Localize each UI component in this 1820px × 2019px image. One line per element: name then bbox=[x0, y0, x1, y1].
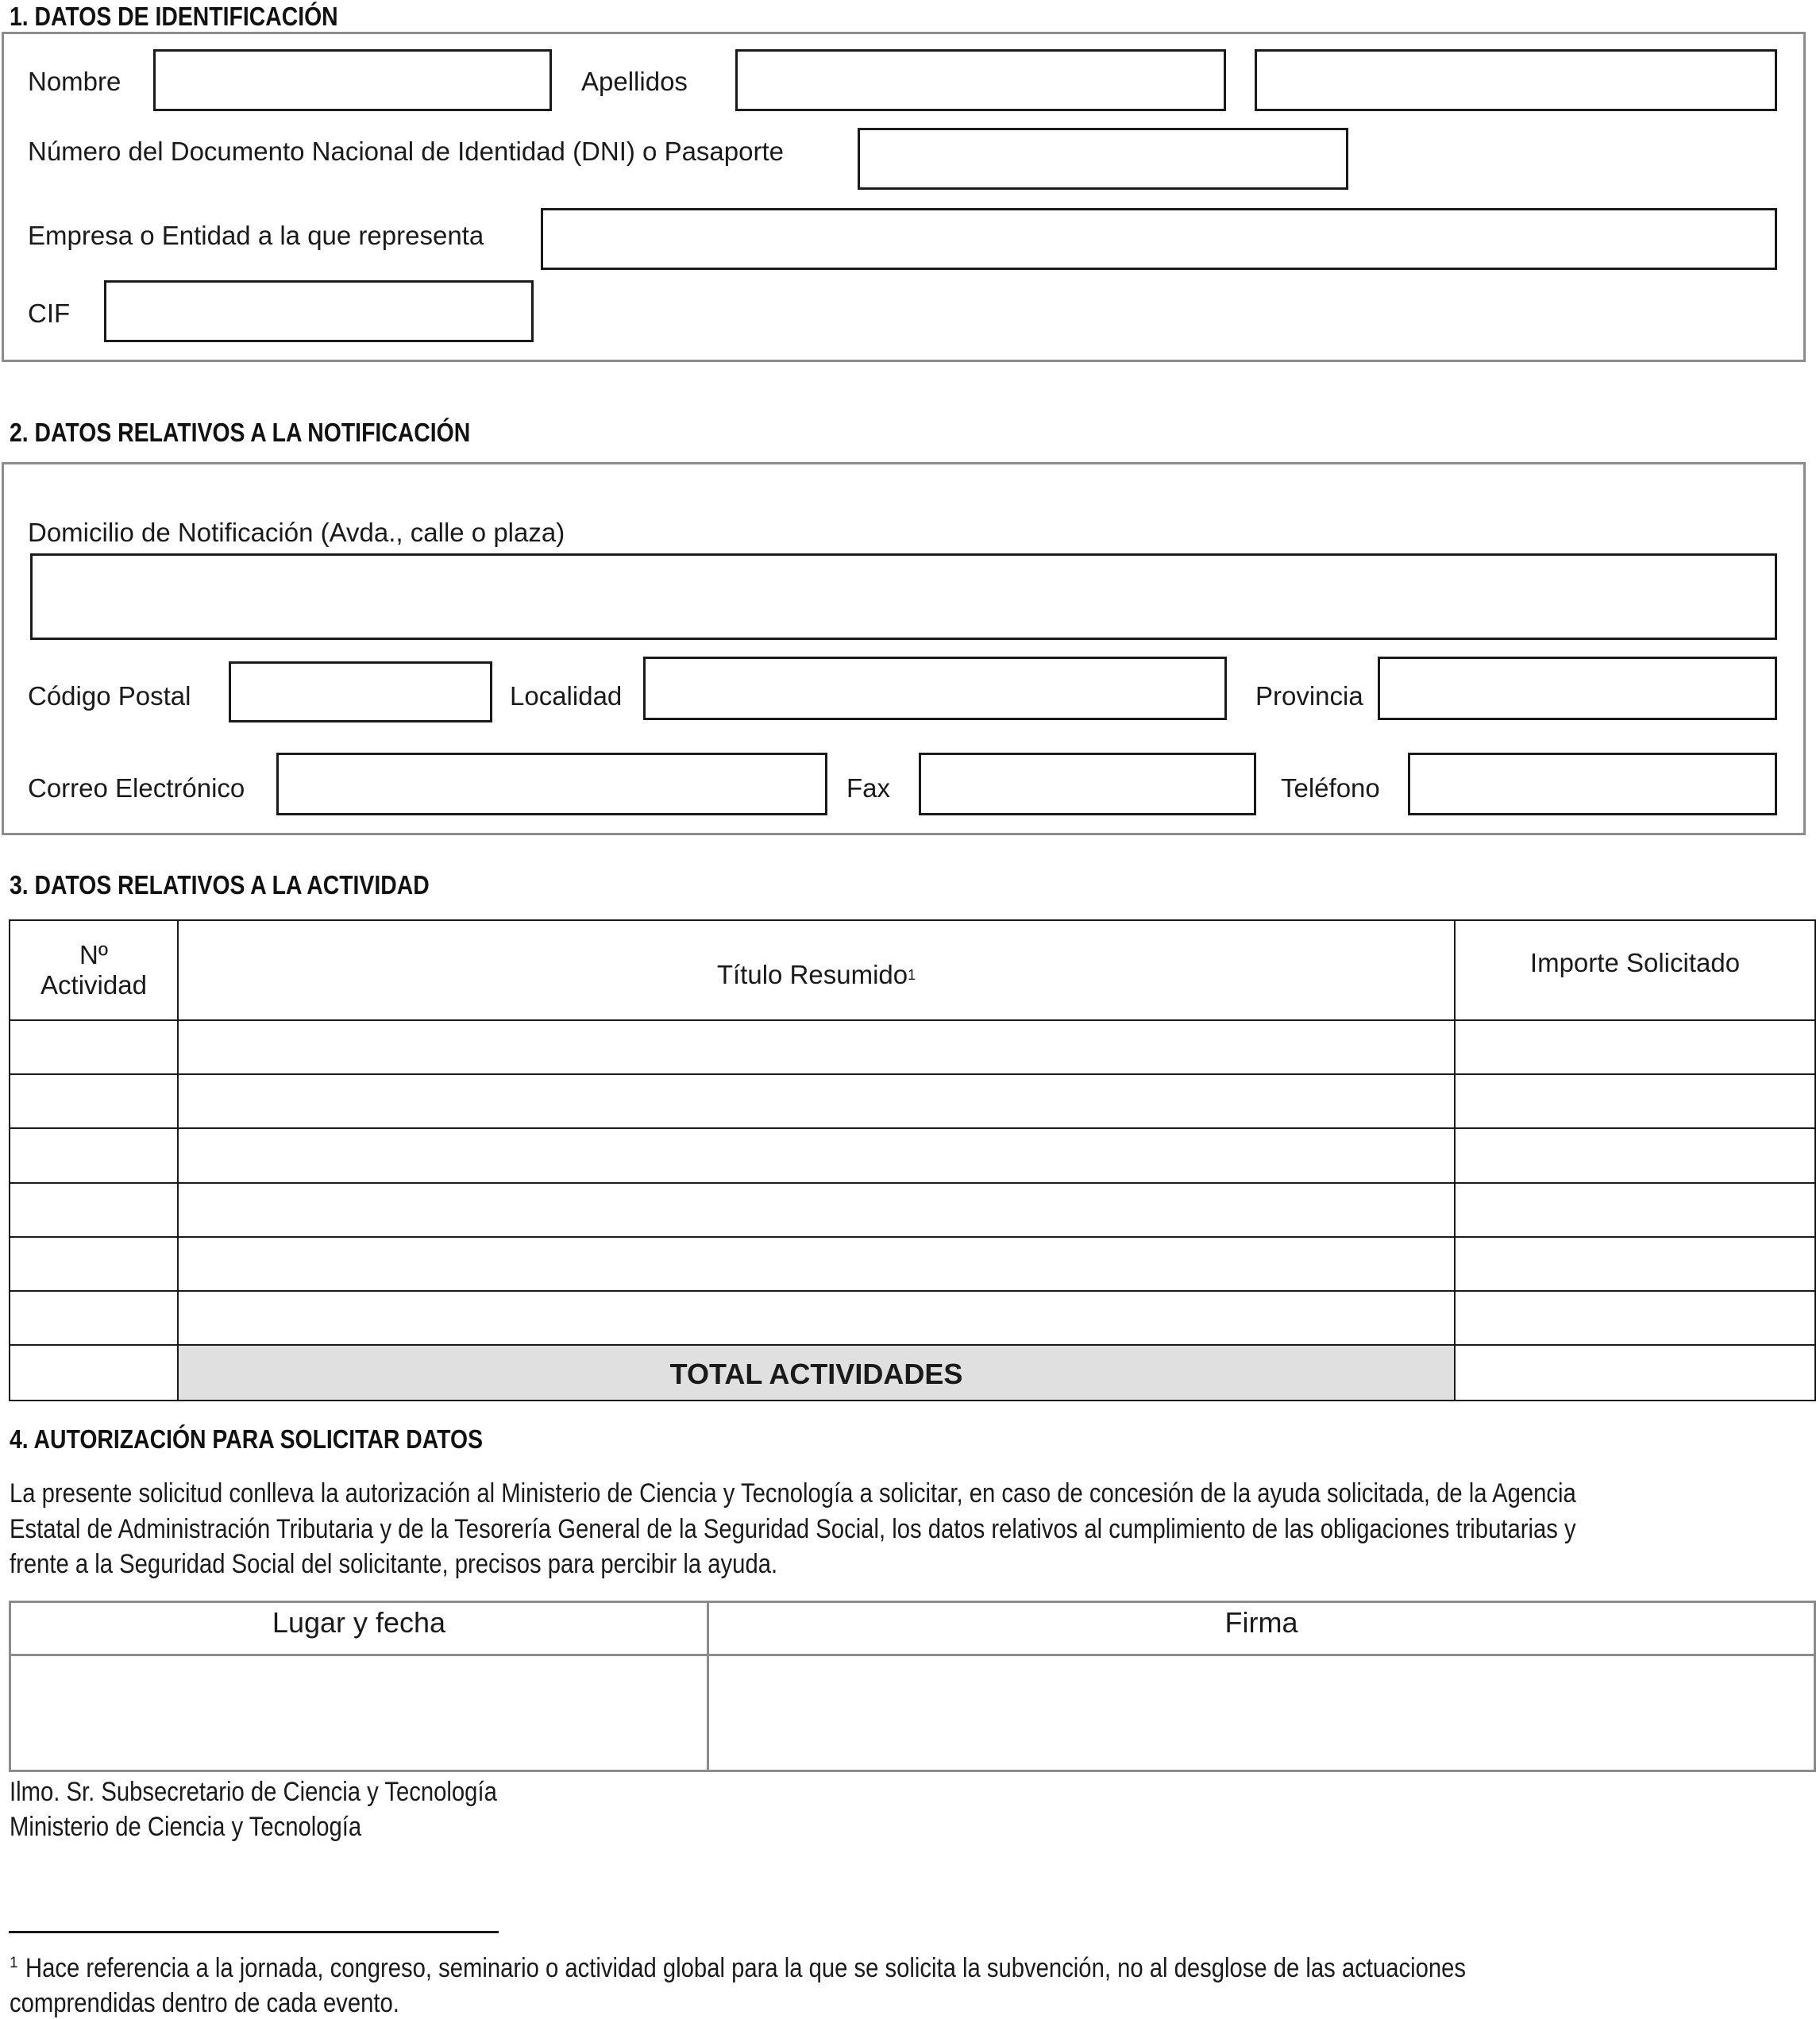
row6-num-cell[interactable] bbox=[9, 1290, 179, 1346]
row3-importe-cell[interactable] bbox=[1454, 1127, 1816, 1184]
section1-title: 1. DATOS DE IDENTIFICACIÓN bbox=[10, 2, 338, 31]
apellidos-label: Apellidos bbox=[581, 67, 688, 96]
total-importe-cell[interactable] bbox=[1454, 1344, 1816, 1401]
fax-label: Fax bbox=[846, 773, 891, 803]
telefono-label: Teléfono bbox=[1281, 773, 1380, 803]
localidad-label: Localidad bbox=[510, 681, 623, 711]
provincia-label: Provincia bbox=[1255, 681, 1363, 711]
lugar-fecha-label: Lugar y fecha bbox=[272, 1606, 446, 1639]
row3-num-cell[interactable] bbox=[9, 1127, 179, 1184]
empresa-label: Empresa o Entidad a la que representa bbox=[28, 221, 484, 250]
row2-num-cell[interactable] bbox=[9, 1073, 179, 1129]
codigo-postal-field[interactable] bbox=[229, 661, 492, 722]
row3-titulo-cell[interactable] bbox=[177, 1127, 1456, 1184]
row4-num-cell[interactable] bbox=[9, 1182, 179, 1238]
footnote-line1: Hace referencia a la jornada, congreso, seminario o actividad global para la que se solicita la subvención, no al desglose de las actuaciones bbox=[25, 1953, 1466, 1983]
row1-num-cell[interactable] bbox=[9, 1019, 179, 1075]
authorization-line2: Estatal de Administración Tributaria y de la Tesorería General de la Seguridad Social, los datos relativos al cumplimiento de las obligaciones tributarias y bbox=[10, 1514, 1576, 1544]
row4-titulo-cell[interactable] bbox=[177, 1182, 1456, 1238]
nombre-field[interactable] bbox=[153, 49, 552, 111]
section2-title: 2. DATOS RELATIVOS A LA NOTIFICACIÓN bbox=[10, 418, 471, 447]
lugar-fecha-header bbox=[9, 1601, 709, 1656]
activities-table bbox=[9, 919, 1816, 1401]
provincia-field[interactable] bbox=[1378, 657, 1777, 720]
row2-titulo-cell[interactable] bbox=[177, 1073, 1456, 1129]
primer-apellido-field[interactable] bbox=[735, 49, 1226, 111]
firma-header bbox=[707, 1601, 1816, 1656]
row5-importe-cell[interactable] bbox=[1454, 1236, 1816, 1292]
footnote-line2: comprendidas dentro de cada evento. bbox=[10, 1988, 399, 2018]
cif-field[interactable] bbox=[104, 280, 534, 342]
signature-table bbox=[9, 1601, 1816, 1772]
lugar-fecha-field[interactable] bbox=[9, 1654, 709, 1772]
addressee-line1: Ilmo. Sr. Subsecretario de Ciencia y Tecnología bbox=[10, 1777, 497, 1807]
firma-label: Firma bbox=[1224, 1606, 1298, 1639]
codigo-postal-label: Código Postal bbox=[28, 681, 191, 711]
dni-label: Número del Documento Nacional de Identidad (DNI) o Pasaporte bbox=[28, 137, 785, 166]
segundo-apellido-field[interactable] bbox=[1255, 49, 1777, 111]
domicilio-field[interactable] bbox=[30, 553, 1777, 640]
row2-importe-cell[interactable] bbox=[1454, 1073, 1816, 1129]
authorization-line1: La presente solicitud conlleva la autorización al Ministerio de Ciencia y Tecnología a solicitar, en caso de concesión de la ayuda solicitada, de la Agencia bbox=[10, 1478, 1576, 1508]
nombre-label: Nombre bbox=[28, 67, 121, 96]
col-importe-label: Importe Solicitado bbox=[1529, 948, 1741, 977]
authorization-line3: frente a la Seguridad Social del solicitante, precisos para percibir la ayuda. bbox=[10, 1549, 778, 1579]
total-num-cell bbox=[9, 1344, 179, 1401]
row5-titulo-cell[interactable] bbox=[177, 1236, 1456, 1292]
footnote-separator bbox=[9, 1931, 499, 1933]
fax-field[interactable] bbox=[919, 753, 1256, 815]
col-titulo-header bbox=[177, 919, 1456, 1021]
row1-titulo-cell[interactable] bbox=[177, 1019, 1456, 1075]
row5-num-cell[interactable] bbox=[9, 1236, 179, 1292]
telefono-field[interactable] bbox=[1408, 753, 1777, 815]
correo-label: Correo Electrónico bbox=[28, 773, 245, 803]
cif-label: CIF bbox=[28, 299, 71, 328]
row6-titulo-cell[interactable] bbox=[177, 1290, 1456, 1346]
col-titulo-label: Título Resumido bbox=[716, 960, 908, 989]
total-actividades-label: TOTAL ACTIVIDADES bbox=[669, 1358, 963, 1390]
row4-importe-cell[interactable] bbox=[1454, 1182, 1816, 1238]
empresa-field[interactable] bbox=[541, 208, 1777, 270]
section4-title: 4. AUTORIZACIÓN PARA SOLICITAR DATOS bbox=[10, 1424, 484, 1454]
footnote-marker: 1 bbox=[10, 1955, 18, 1971]
total-actividades-cell bbox=[177, 1344, 1456, 1401]
footnote-ref: 1 bbox=[908, 966, 916, 983]
row6-importe-cell[interactable] bbox=[1454, 1290, 1816, 1346]
col-num-actividad-header bbox=[9, 919, 179, 1021]
domicilio-label: Domicilio de Notificación (Avda., calle o plaza) bbox=[28, 518, 565, 547]
col-num-line2: Actividad bbox=[40, 970, 147, 1000]
dni-field[interactable] bbox=[858, 128, 1348, 190]
firma-field[interactable] bbox=[707, 1654, 1816, 1772]
row1-importe-cell[interactable] bbox=[1454, 1019, 1816, 1075]
correo-field[interactable] bbox=[276, 753, 827, 815]
addressee-line2: Ministerio de Ciencia y Tecnología bbox=[10, 1812, 362, 1842]
localidad-field[interactable] bbox=[643, 657, 1227, 720]
col-importe-header bbox=[1454, 919, 1816, 1021]
section3-title: 3. DATOS RELATIVOS A LA ACTIVIDAD bbox=[10, 870, 430, 900]
col-num-line1: Nº bbox=[79, 940, 108, 969]
